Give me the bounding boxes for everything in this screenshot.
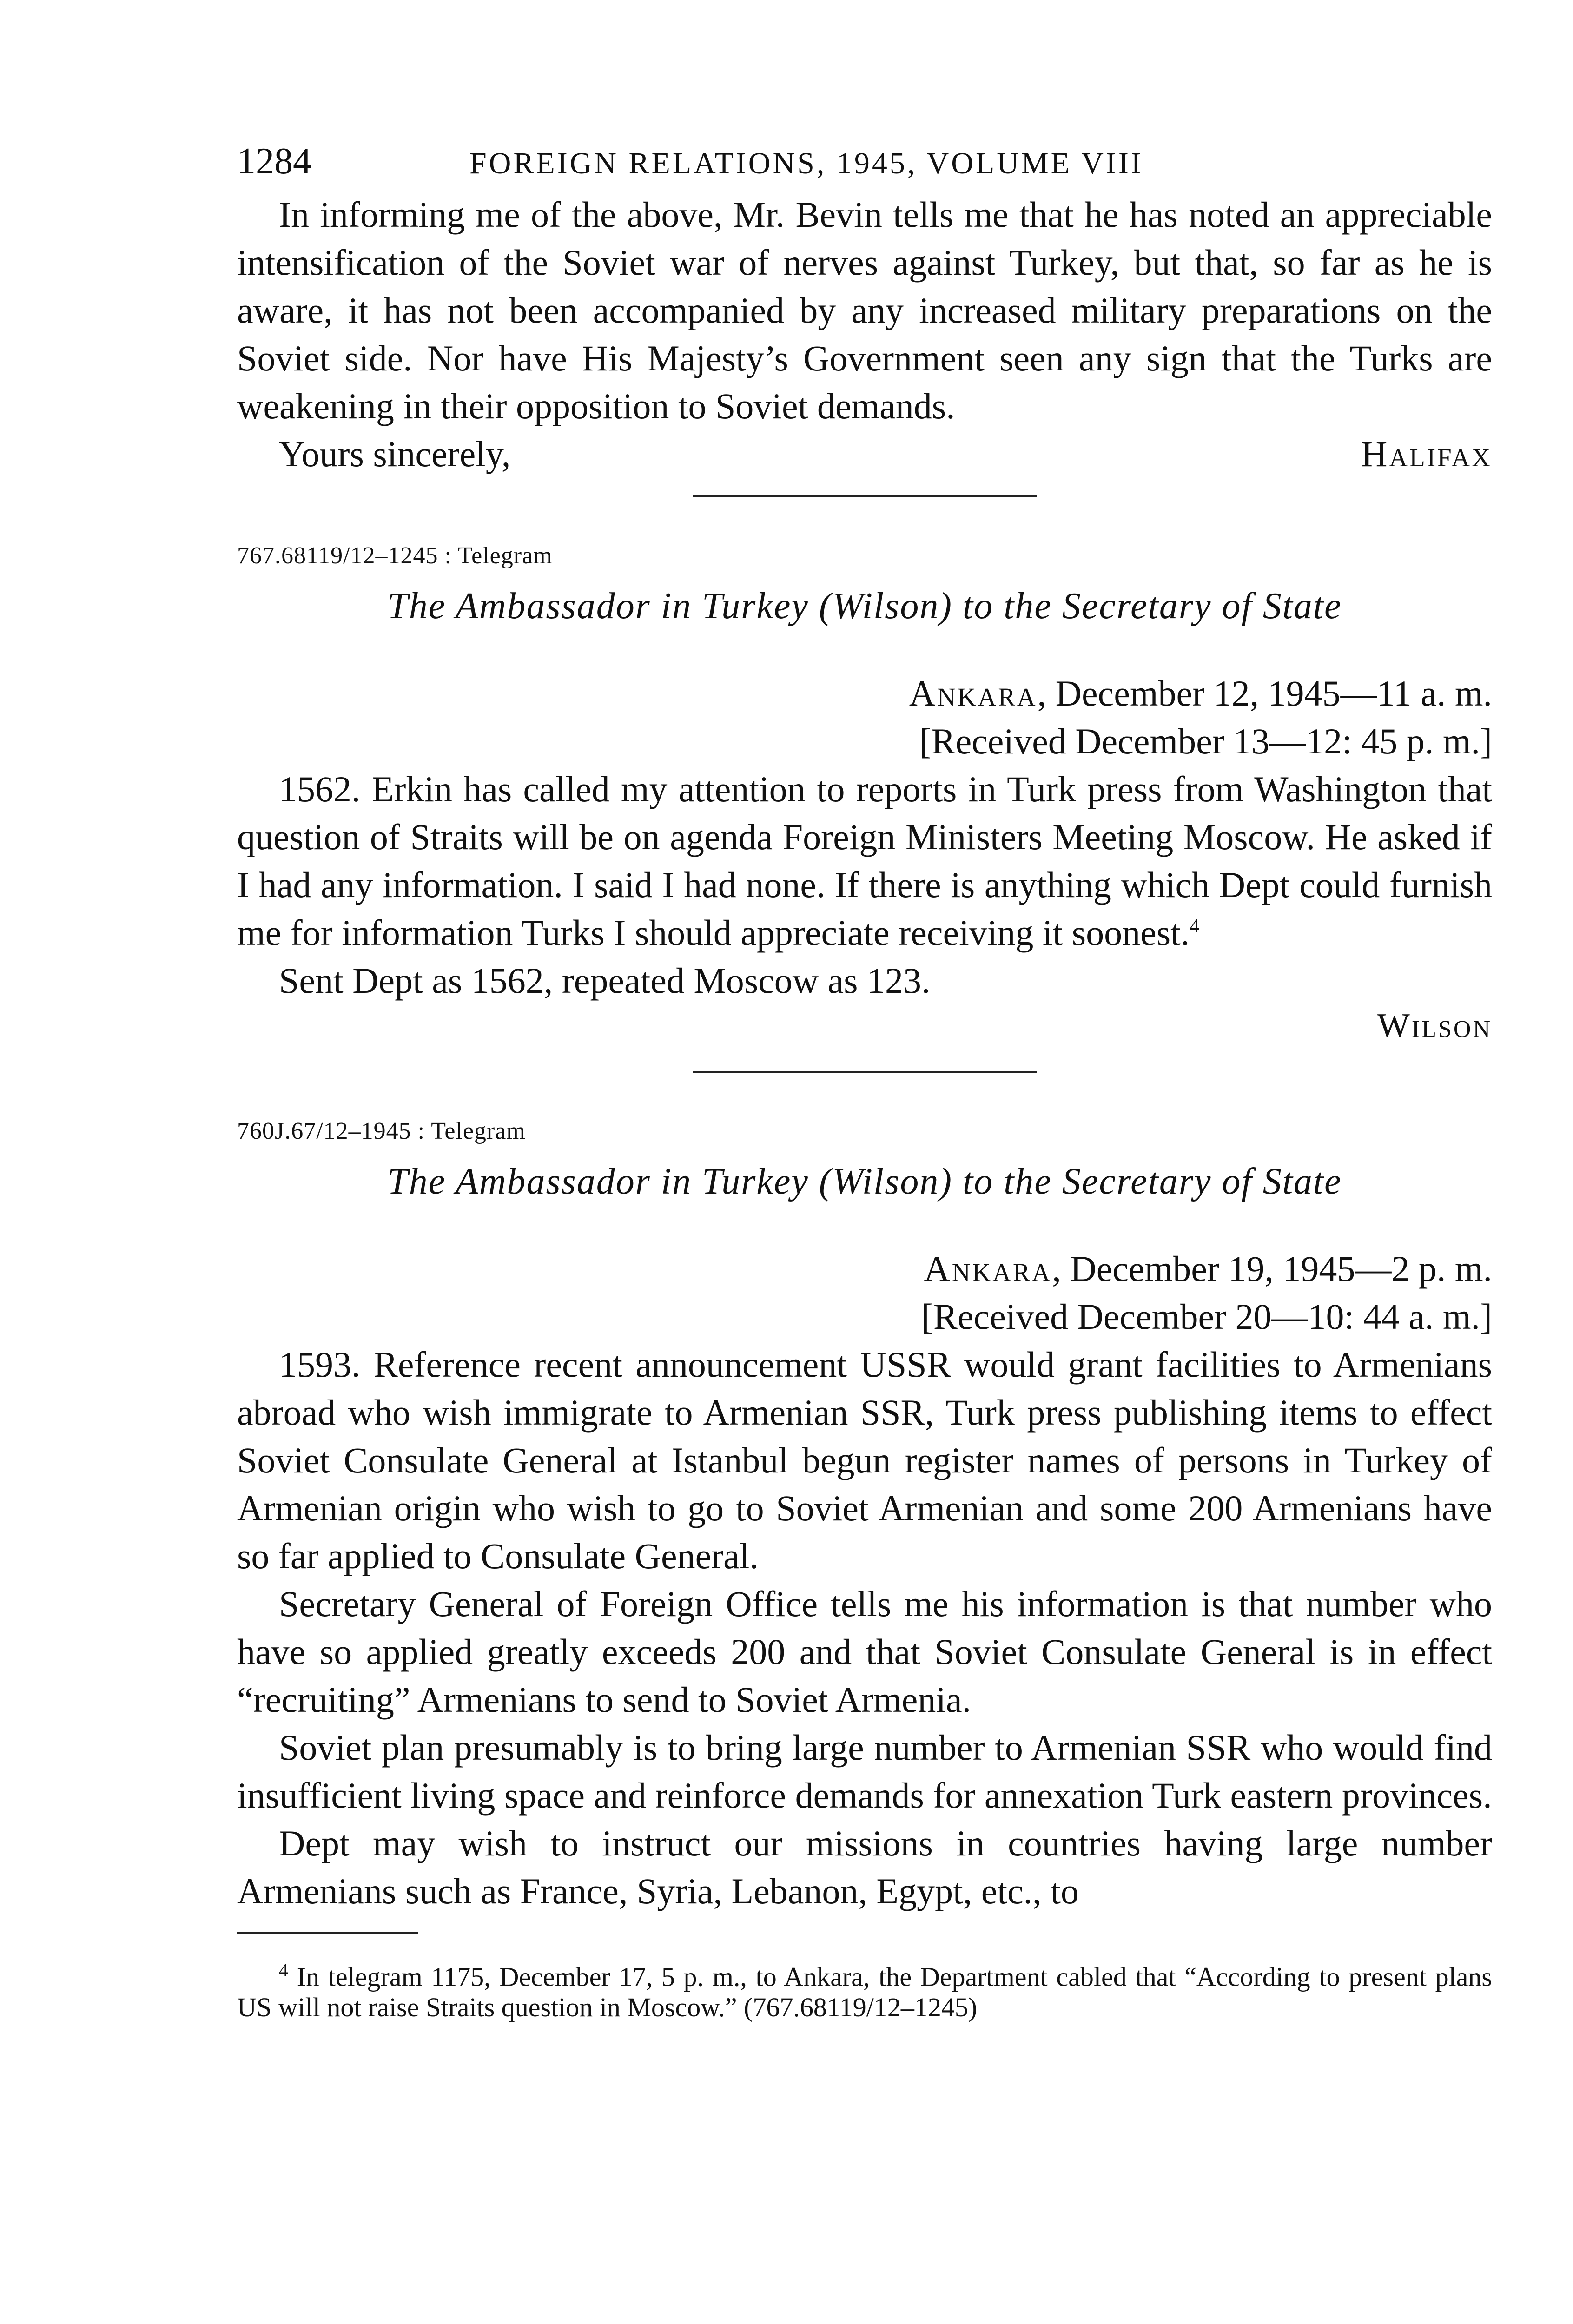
footnote-4	[237, 1955, 1492, 2023]
doc1-place: Ankara	[909, 673, 1038, 713]
page-number: 1284	[237, 141, 311, 182]
footnote-number: 4	[279, 1960, 288, 1981]
doc2-paragraph-3: Soviet plan presumably is to bring large number to Armenian SSR who would find insufficient living space and reinforce demands for annexation Turk eastern provinces.	[237, 1727, 1492, 1816]
running-head	[237, 135, 1492, 191]
running-title: FOREIGN RELATIONS, 1945, VOLUME VIII	[469, 146, 1143, 180]
footnote-text: In telegram 1175, December 17, 5 p. m., to Ankara, the Department cabled that “According to present plans US will not raise Straits question in Moscow.” (767.68119/12–1245)	[237, 1961, 1492, 2023]
doc2-date: , December 19, 1945—2 p. m.	[1052, 1248, 1492, 1289]
closing-salutation: Yours sincerely,	[279, 434, 511, 474]
doc1-date: , December 12, 1945—11 a. m.	[1037, 673, 1492, 713]
doc2-paragraph-1: 1593. Reference recent announcement USSR would grant facilities to Armenians abroad who wish immigrate to Armenian SSR, Turk press publishing items to effect Soviet Consulate General at Istanbul begun register names of persons in Turkey of Armenian origin who wish to go to Soviet Armenian and some 200 Armenians have so far applied to Consulate General.	[237, 1344, 1492, 1576]
doc2-received: [Received December 20—10: 44 a. m.]	[921, 1296, 1492, 1337]
doc1-dateline	[237, 669, 1492, 717]
doc1-file-reference: 767.68119/12–1245 : Telegram	[237, 542, 553, 569]
doc1-title: The Ambassador in Turkey (Wilson) to the Secretary of State	[387, 586, 1342, 627]
doc1-signature	[237, 1006, 1492, 1046]
doc1-paragraph-1-text: 1562. Erkin has called my attention to reports in Turk press from Washington that question of Straits will be on agenda Foreign Ministers Meeting Moscow. He asked if I had any information. I said I had none. If there is anything which Dept could furnish me for information Turks I should appreciate receiving it soonest.	[237, 769, 1492, 953]
doc1-paragraph-1	[237, 765, 1492, 957]
doc2-paragraph-4: Dept may wish to instruct our missions in countries having large number Armenians such as France, Syria, Lebanon, Egypt, etc., to	[237, 1823, 1492, 1911]
doc1-received: [Received December 13—12: 45 p. m.]	[919, 721, 1492, 761]
letter-closing	[237, 430, 1492, 478]
doc2-paragraph-2: Secretary General of Foreign Office tells me his information is that number who have so applied greatly exceeds 200 and that Soviet Consulate General is in effect “recruiting” Armenians to send to Soviet Armenia.	[237, 1584, 1492, 1720]
document-page	[237, 135, 1492, 2023]
footnote-reference: 4	[1190, 916, 1200, 937]
signature-wilson: Wilson	[1377, 1007, 1492, 1045]
signature-halifax: Halifax	[1361, 434, 1492, 474]
doc2-title: The Ambassador in Turkey (Wilson) to the Secretary of State	[387, 1161, 1342, 1202]
doc2-place: Ankara	[924, 1248, 1052, 1289]
opening-paragraph: In informing me of the above, Mr. Bevin tells me that he has noted an appreciable intensification of the Soviet war of nerves against Turkey, but that, so far as he is aware, it has not been accompanied by any increased military preparations on the Soviet side. Nor have His Majesty’s Government seen any sign that the Turks are weakening in their opposition to Soviet demands.	[237, 194, 1492, 426]
doc2-dateline	[237, 1245, 1492, 1293]
doc1-paragraph-2: Sent Dept as 1562, repeated Moscow as 123.	[279, 960, 931, 1001]
doc2-file-reference: 760J.67/12–1945 : Telegram	[237, 1118, 526, 1144]
